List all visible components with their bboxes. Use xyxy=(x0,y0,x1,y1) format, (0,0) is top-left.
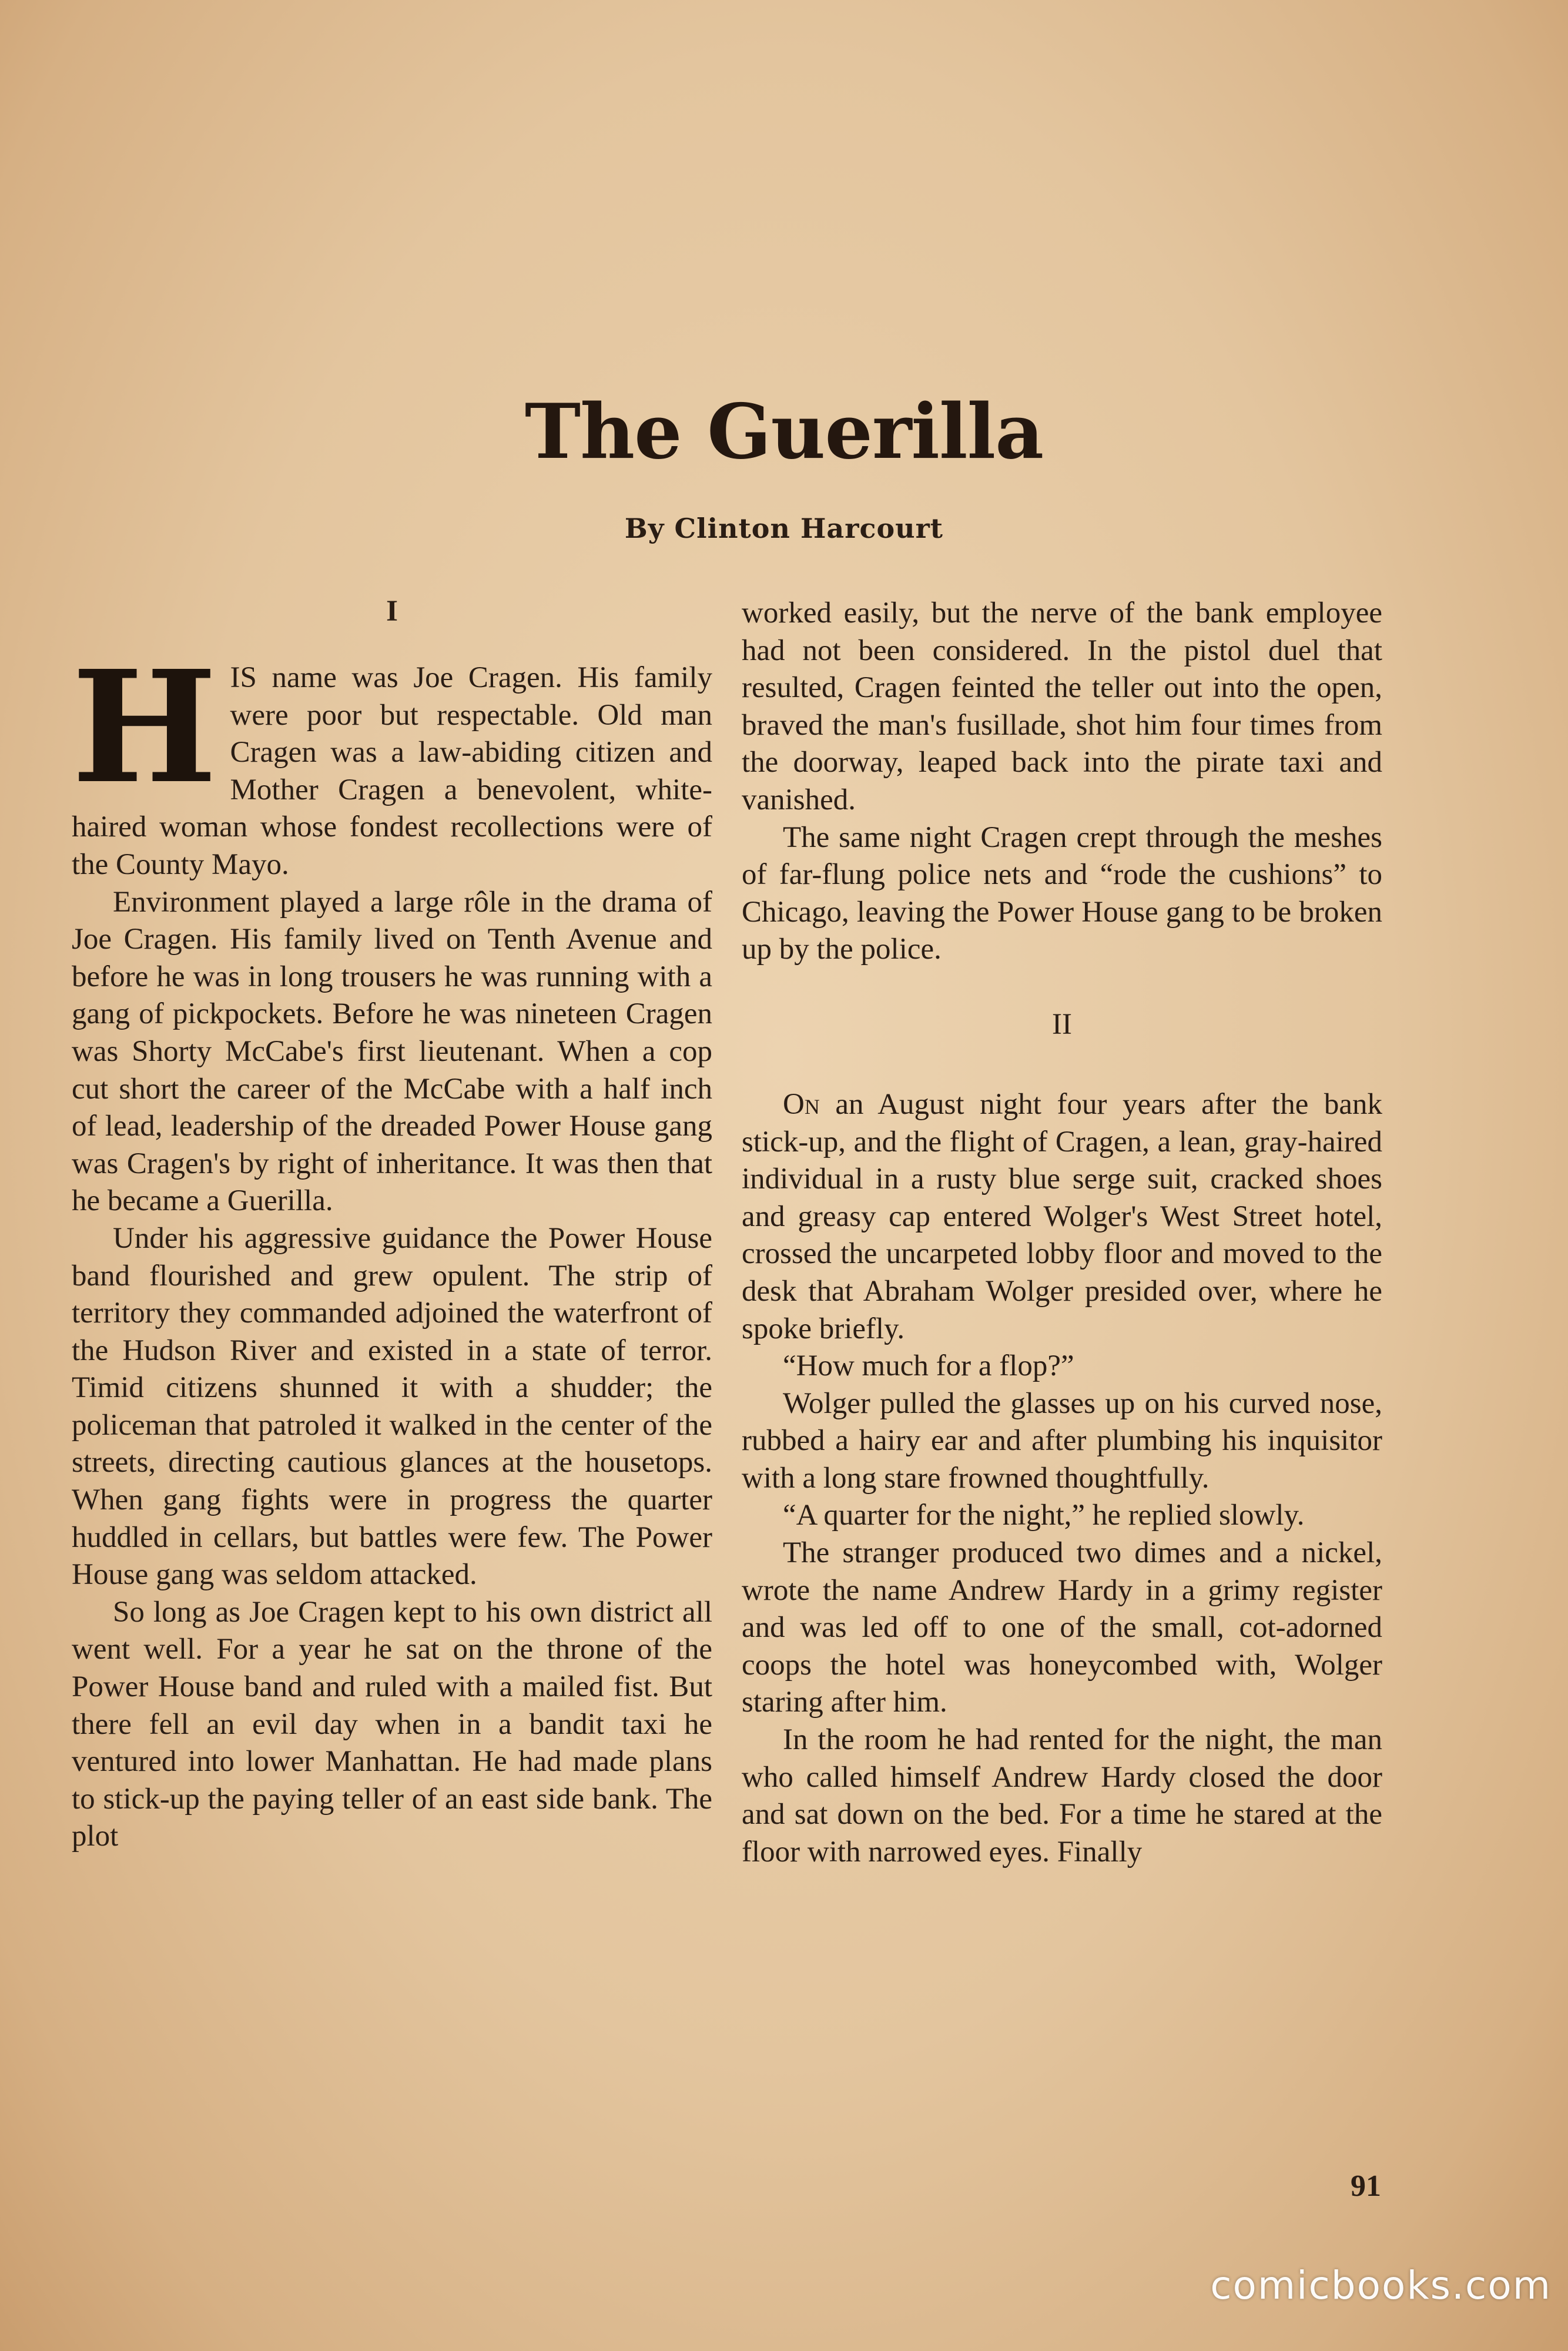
story-title: The Guerilla xyxy=(524,388,1044,476)
paragraph xyxy=(72,637,712,884)
paragraph xyxy=(742,1086,1382,1348)
paragraph: Environment played a large rôle in the drama of Joe Cragen. His family lived on Tenth Avenue and before he was in long trousers he was running with a gang of pickpockets. Before he was nineteen Cragen was Shorty McCabe's first lieutenant. When a cop cut short the career of the McCabe with a half inch of lead, leadership of the dreaded Power House gang was Cragen's by right of inheritance. It was then that he became a Guerilla. xyxy=(72,885,712,1218)
byline: By Clinton Harcourt xyxy=(624,513,944,544)
paragraph-text: IS name was Joe Cragen. His family were poor but respectable. Old man Cragen was a law-abiding citizen and Mother Cragen a benevolent, white-haired woman whose fondest recollections were of the County Mayo. xyxy=(72,661,712,881)
paragraph: worked easily, but the nerve of the bank employee had not been considered. In the pistol duel that resulted, Cragen feinted the teller out into the open, braved the man's fusillade, shot him four times from the doorway, leaped back into the pirate taxi and vanished. xyxy=(742,597,1382,816)
paragraph: Wolger pulled the glasses up on his curved nose, rubbed a hairy ear and after plumbing his inquisitor with a long stare frowned thoughtfully. xyxy=(742,1387,1382,1495)
paragraph: “A quarter for the night,” he replied slowly. xyxy=(783,1499,1305,1532)
small-caps-lead: On xyxy=(783,1087,820,1121)
paragraph-text: an August night four years after the bank stick-up, and the flight of Cragen, a lean, gray-haired individual in a rusty blue serge suit, cracked shoes and greasy cap entered Wolger's West Street hotel, crossed the uncarpeted lobby floor and moved to the desk that Abraham Wolger presided over, where he spoke briefly. xyxy=(742,1087,1382,1345)
paragraph: In the room he had rented for the night, the man who called himself Andrew Hardy closed the door and sat down on the bed. For a time he stared at the floor with narrowed eyes. Finally xyxy=(742,1723,1382,1868)
paragraph: Under his aggressive guidance the Power House band flourished and grew opulent. The strip of territory they commanded adjoined the waterfront of the Hudson River and existed in a state of terror. Timid citizens shunned it with a shudder; the policeman that patroled it walked in the center of the streets, directing cautious glances at the housetops. When gang fights were in progress the quarter huddled in cellars, but battles were few. The Power House gang was seldom attacked. xyxy=(72,1221,712,1592)
paragraph: “How much for a flop?” xyxy=(783,1349,1074,1383)
section-heading-two: II xyxy=(1052,1007,1072,1041)
section-heading-one: I xyxy=(386,595,398,628)
paragraph: The stranger produced two dimes and a nickel, wrote the name Andrew Hardy in a grimy register and was led off to one of the small, cot-adorned coops the hotel was honeycombed with, Wolger staring after him. xyxy=(742,1536,1382,1719)
paragraph: So long as Joe Cragen kept to his own district all went well. For a year he sat on the throne of the Power House band and ruled with a mailed fist. But there fell an evil day when in a bandit taxi he ventured into lower Manhattan. He had made plans to stick-up the paying teller of an east side bank. The plot xyxy=(72,1595,712,1853)
watermark-text: comicbooks.com xyxy=(1210,2263,1552,2308)
right-column xyxy=(742,595,1382,1871)
left-column xyxy=(72,588,712,1856)
drop-cap: H xyxy=(72,637,217,818)
page-number: 91 xyxy=(1351,2169,1381,2203)
paragraph: The same night Cragen crept through the meshes of far-flung police nets and “rode the cushions” to Chicago, leaving the Power House gang to be broken up by the police. xyxy=(742,820,1382,966)
